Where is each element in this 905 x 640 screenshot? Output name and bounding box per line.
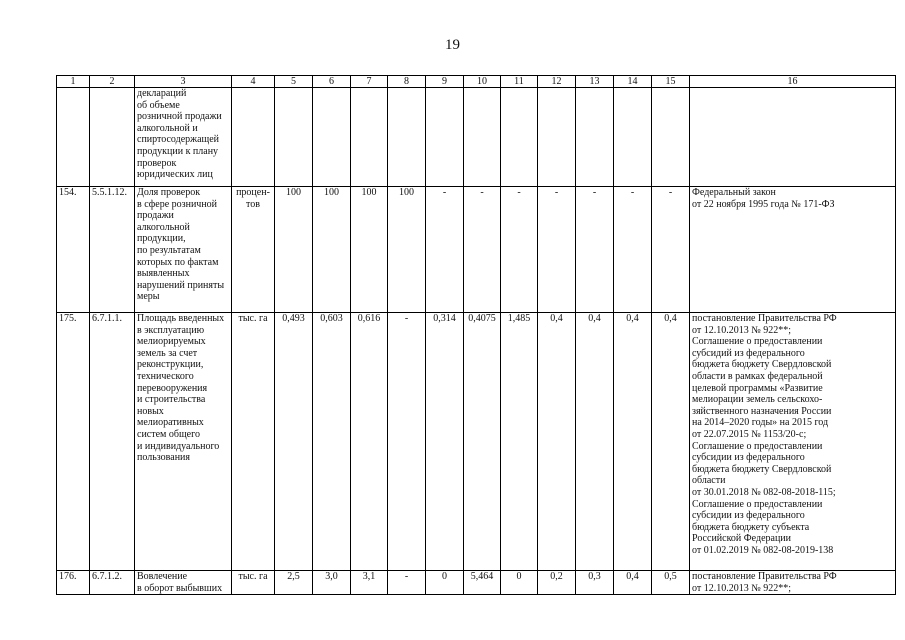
value-cell: 0,4075 (464, 313, 501, 571)
source-cell (690, 88, 896, 187)
value-cell: - (652, 187, 690, 313)
header-cell: 8 (388, 76, 426, 88)
row-number-cell: 175. (57, 313, 90, 571)
row-number-cell: 176. (57, 571, 90, 595)
value-cell: 0,4 (576, 313, 614, 571)
indicator-cell: Площадь введенных в эксплуатацию мелиорируемых земель за счет реконструкции, технического перевооружения и строительства новых мелиоративных систем общего и индивидуального пользования (135, 313, 232, 571)
table-row (57, 313, 896, 571)
value-cell: 0,4 (614, 571, 652, 595)
value-cell: 0,4 (614, 313, 652, 571)
header-cell: 7 (351, 76, 388, 88)
value-cell: - (538, 187, 576, 313)
value-cell: - (426, 187, 464, 313)
table-row (57, 88, 896, 187)
value-cell: 2,5 (275, 571, 313, 595)
header-cell: 16 (690, 76, 896, 88)
header-row (57, 76, 896, 88)
value-cell (313, 88, 351, 187)
unit-cell: тыс. га (232, 571, 275, 595)
value-cell (614, 88, 652, 187)
code-cell (90, 88, 135, 187)
indicator-cell: Вовлечение в оборот выбывших (135, 571, 232, 595)
source-cell: постановление Правительства РФ от 12.10.2013 № 922**; (690, 571, 896, 595)
value-cell: 0,3 (576, 571, 614, 595)
header-cell: 11 (501, 76, 538, 88)
header-cell: 4 (232, 76, 275, 88)
value-cell (652, 88, 690, 187)
value-cell (426, 88, 464, 187)
code-cell: 6.7.1.1. (90, 313, 135, 571)
value-cell: 0,314 (426, 313, 464, 571)
header-cell: 10 (464, 76, 501, 88)
header-cell: 15 (652, 76, 690, 88)
source-cell: Федеральный закон от 22 ноября 1995 года № 171-ФЗ (690, 187, 896, 313)
table-row (57, 571, 896, 595)
value-cell: - (388, 571, 426, 595)
value-cell: - (576, 187, 614, 313)
value-cell: 0,616 (351, 313, 388, 571)
value-cell (576, 88, 614, 187)
header-cell: 3 (135, 76, 232, 88)
page-number: 19 (445, 37, 460, 53)
value-cell: 0 (501, 571, 538, 595)
value-cell: 0,603 (313, 313, 351, 571)
value-cell: - (388, 313, 426, 571)
value-cell: 0,5 (652, 571, 690, 595)
indicator-cell: Доля проверок в сфере розничной продажи алкогольной продукции, по результатам которых по фактам выявленных нарушений приняты меры (135, 187, 232, 313)
value-cell: 100 (313, 187, 351, 313)
data-table (56, 75, 896, 595)
source-cell: постановление Правительства РФ от 12.10.2013 № 922**; Соглашение о предоставлении субсидий из федерального бюджета бюджету Свердловской области в рамках федеральной целевой программы «Развитие мелиорации земель сельскохо- зяйственного назначения России на 2014–2020 годы» на 2015 год от 22.07.2015 № 1153/20-с; Соглашение о предоставлении субсидии из федерального бюджета бюджету Свердловской области от 30.01.2018 № 082-08-2018-115; Соглашение о предоставлении субсидии из федерального бюджета бюджету субъекта Российской Федерации от 01.02.2019 № 082-08-2019-138 (690, 313, 896, 571)
indicator-cell: деклараций об объеме розничной продажи алкогольной и спиртосодержащей продукции к плану проверок юридических лиц (135, 88, 232, 187)
value-cell: 0,2 (538, 571, 576, 595)
value-cell: - (501, 187, 538, 313)
value-cell: 0,493 (275, 313, 313, 571)
unit-cell: процен- тов (232, 187, 275, 313)
header-cell: 1 (57, 76, 90, 88)
value-cell: 3,0 (313, 571, 351, 595)
table-row (57, 187, 896, 313)
code-cell: 5.5.1.12. (90, 187, 135, 313)
code-cell: 6.7.1.2. (90, 571, 135, 595)
unit-cell: тыс. га (232, 313, 275, 571)
row-number-cell (57, 88, 90, 187)
value-cell (464, 88, 501, 187)
header-cell: 13 (576, 76, 614, 88)
header-cell: 12 (538, 76, 576, 88)
value-cell (351, 88, 388, 187)
header-cell: 14 (614, 76, 652, 88)
value-cell: - (464, 187, 501, 313)
row-number-cell: 154. (57, 187, 90, 313)
value-cell: 0,4 (652, 313, 690, 571)
value-cell: 0 (426, 571, 464, 595)
header-cell: 2 (90, 76, 135, 88)
value-cell: 1,485 (501, 313, 538, 571)
value-cell (388, 88, 426, 187)
unit-cell (232, 88, 275, 187)
value-cell: 5,464 (464, 571, 501, 595)
value-cell: 0,4 (538, 313, 576, 571)
value-cell: 3,1 (351, 571, 388, 595)
value-cell: 100 (388, 187, 426, 313)
header-cell: 6 (313, 76, 351, 88)
value-cell (538, 88, 576, 187)
value-cell (275, 88, 313, 187)
value-cell (501, 88, 538, 187)
header-cell: 5 (275, 76, 313, 88)
value-cell: - (614, 187, 652, 313)
header-cell: 9 (426, 76, 464, 88)
value-cell: 100 (275, 187, 313, 313)
value-cell: 100 (351, 187, 388, 313)
